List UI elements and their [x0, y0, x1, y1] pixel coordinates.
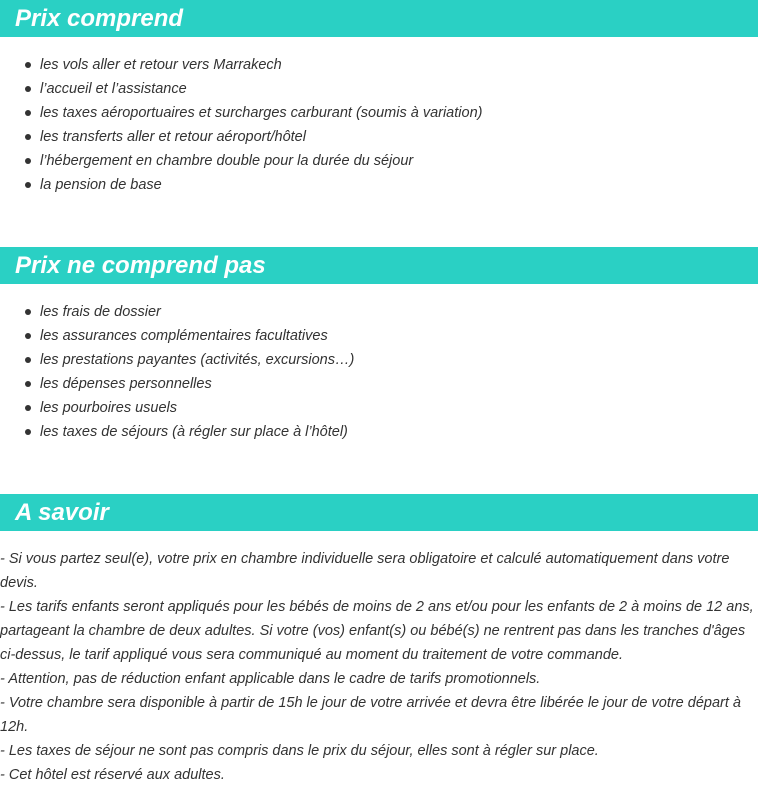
section-not-included	[0, 247, 758, 444]
note-paragraph: - Les taxes de séjour ne sont pas compris dans le prix du séjour, elles sont à régler sur place.	[0, 743, 599, 759]
included-list	[0, 53, 758, 197]
note-paragraph: - Si vous partez seul(e), votre prix en chambre individuelle sera obligatoire et calculé automatiquement dans votre devis.	[0, 551, 730, 591]
list-item: les taxes de séjours (à régler sur place à l’hôtel)	[0, 420, 758, 444]
list-item: les dépenses personnelles	[0, 372, 758, 396]
section-included	[0, 0, 758, 197]
not-included-title: Prix ne comprend pas	[0, 247, 758, 284]
list-item: les taxes aéroportuaires et surcharges carburant (soumis à variation)	[0, 101, 758, 125]
to-know-title: A savoir	[0, 494, 758, 531]
note-paragraph: - Les tarifs enfants seront appliqués pour les bébés de moins de 2 ans et/ou pour les enfants de 2 à moins de 12 ans, partageant la chambre de deux adultes. Si votre (vos) enfant(s) ou bébé(s) ne rentrent pas dans les tranches d'âges ci-dessus, le tarif appliqué vous sera communiqué au moment du traitement de votre commande.	[0, 599, 754, 663]
section-to-know	[0, 494, 758, 787]
list-item: les assurances complémentaires facultatives	[0, 324, 758, 348]
list-item: l’accueil et l’assistance	[0, 77, 758, 101]
list-item: les pourboires usuels	[0, 396, 758, 420]
list-item: les vols aller et retour vers Marrakech	[0, 53, 758, 77]
included-title: Prix comprend	[0, 0, 758, 37]
list-item: l’hébergement en chambre double pour la durée du séjour	[0, 149, 758, 173]
note-paragraph: - Attention, pas de réduction enfant applicable dans le cadre de tarifs promotionnels.	[0, 671, 541, 687]
list-item: les transferts aller et retour aéroport/hôtel	[0, 125, 758, 149]
list-item: les prestations payantes (activités, excursions…)	[0, 348, 758, 372]
not-included-list	[0, 300, 758, 444]
note-paragraph: - Cet hôtel est réservé aux adultes.	[0, 767, 225, 783]
to-know-notes	[0, 547, 758, 787]
list-item: les frais de dossier	[0, 300, 758, 324]
list-item: la pension de base	[0, 173, 758, 197]
note-paragraph: - Votre chambre sera disponible à partir de 15h le jour de votre arrivée et devra être libérée le jour de votre départ à 12h.	[0, 695, 741, 735]
